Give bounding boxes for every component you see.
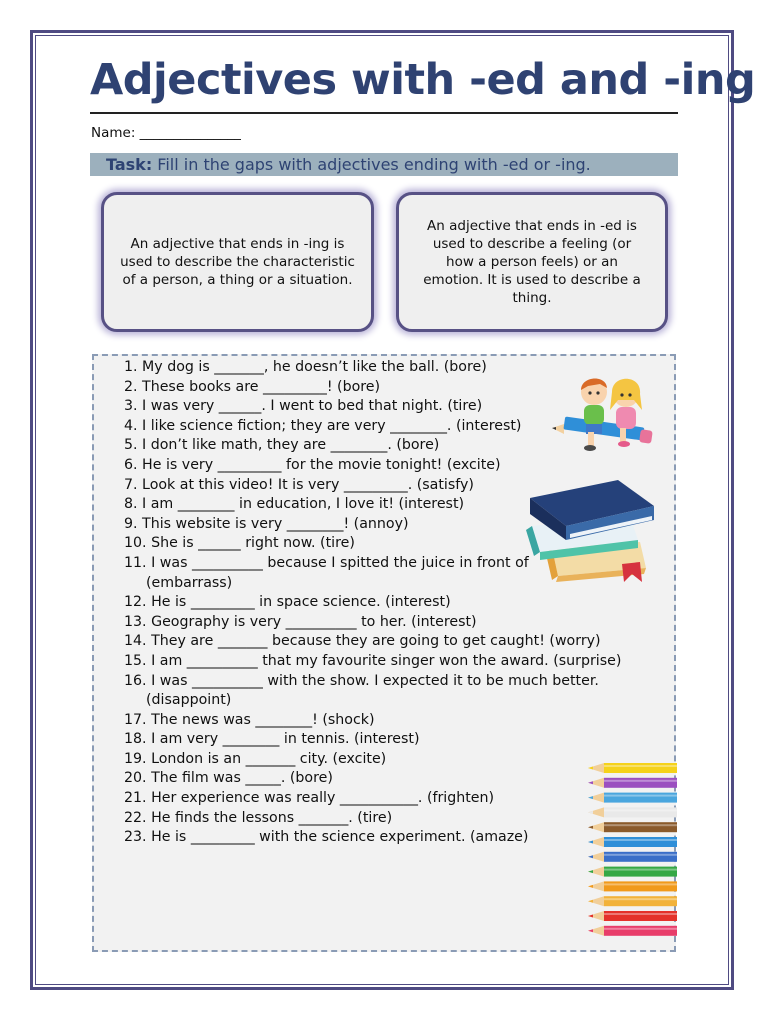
- exercise-item: 8. I am ________ in education, I love it! (interest): [124, 496, 465, 513]
- pencil: [588, 793, 677, 803]
- exercise-item: 1. My dog is _______, he doesn’t like the ball. (bore): [124, 359, 487, 375]
- pencil: [588, 867, 677, 877]
- exercise-item: 5. I don’t like math, they are ________. (bore): [124, 437, 440, 454]
- ed-rule-card: [396, 192, 668, 332]
- pencil: [588, 763, 677, 773]
- exercise-item-continuation: (embarrass): [146, 574, 233, 591]
- colored-pencils-illustration: [586, 758, 677, 940]
- exercise-item: 18. I am very ________ in tennis. (interest): [124, 731, 420, 748]
- pencil: [588, 926, 677, 936]
- exercise-item: 10. She is ______ right now. (tire): [124, 535, 355, 552]
- exercise-item: 12. He is _________ in space science. (interest): [124, 594, 451, 611]
- pencil: [588, 911, 677, 921]
- pencil: [588, 852, 677, 862]
- worksheet-title: Adjectives with -ed and -ing: [90, 55, 756, 105]
- pencil: [588, 778, 677, 788]
- exercise-item: 16. I was __________ with the show. I expected it to be much better.: [124, 672, 599, 689]
- exercise-item: 3. I was very ______. I went to bed that night. (tire): [124, 398, 483, 415]
- exercise-item: 7. Look at this video! It is very _________. (satisfy): [124, 476, 474, 493]
- exercise-item: 19. London is an _______ city. (excite): [124, 750, 387, 767]
- ing-rule-card: [101, 192, 374, 332]
- exercise-item: 9. This website is very ________! (annoy): [124, 515, 409, 532]
- exercise-item: 2. These books are _________! (bore): [124, 378, 381, 395]
- ing-rule-text: An adjective that ends in -ing is used to describe the characteristic of a person, a thing or a situation.: [120, 236, 355, 288]
- exercise-item: 4. I like science fiction; they are very ________. (interest): [124, 417, 522, 434]
- kids-on-pencil-illustration: [548, 370, 658, 458]
- exercise-item: 15. I am __________ that my favourite singer won the award. (surprise): [124, 652, 622, 669]
- title-underline: [90, 112, 678, 114]
- exercise-item: 17. The news was ________! (shock): [124, 711, 375, 728]
- exercise-item: 11. I was __________ because I spitted the juice in front of: [124, 554, 529, 571]
- exercise-item: 14. They are _______ because they are going to get caught! (worry): [124, 633, 601, 650]
- exercise-item-continuation: (disappoint): [146, 692, 232, 709]
- task-label: Task:: [106, 155, 153, 174]
- exercise-item: 21. Her experience was really ___________. (frighten): [124, 790, 495, 807]
- pencil: [588, 881, 677, 891]
- exercise-item: 13. Geography is very __________ to her. (interest): [124, 613, 477, 630]
- pencil: [588, 896, 677, 906]
- pencil: [588, 837, 677, 847]
- exercise-item: 23. He is _________ with the science experiment. (amaze): [124, 829, 529, 846]
- task-text: Fill in the gaps with adjectives ending with -ed or -ing.: [152, 155, 591, 174]
- ed-rule-text: An adjective that ends in -ed is used to describe a feeling (or how a person feels) or an emotion. It is used to describe a thing.: [423, 218, 641, 306]
- pencil: [588, 807, 677, 817]
- exercise-item: 22. He finds the lessons _______. (tire): [124, 809, 393, 826]
- books-stack-illustration: [522, 476, 658, 590]
- name-field: Name: _______________: [91, 125, 241, 141]
- exercise-item: 6. He is very _________ for the movie tonight! (excite): [124, 456, 501, 473]
- exercise-item: 20. The film was _____. (bore): [124, 770, 333, 787]
- pencil: [588, 822, 677, 832]
- task-banner: [90, 153, 678, 176]
